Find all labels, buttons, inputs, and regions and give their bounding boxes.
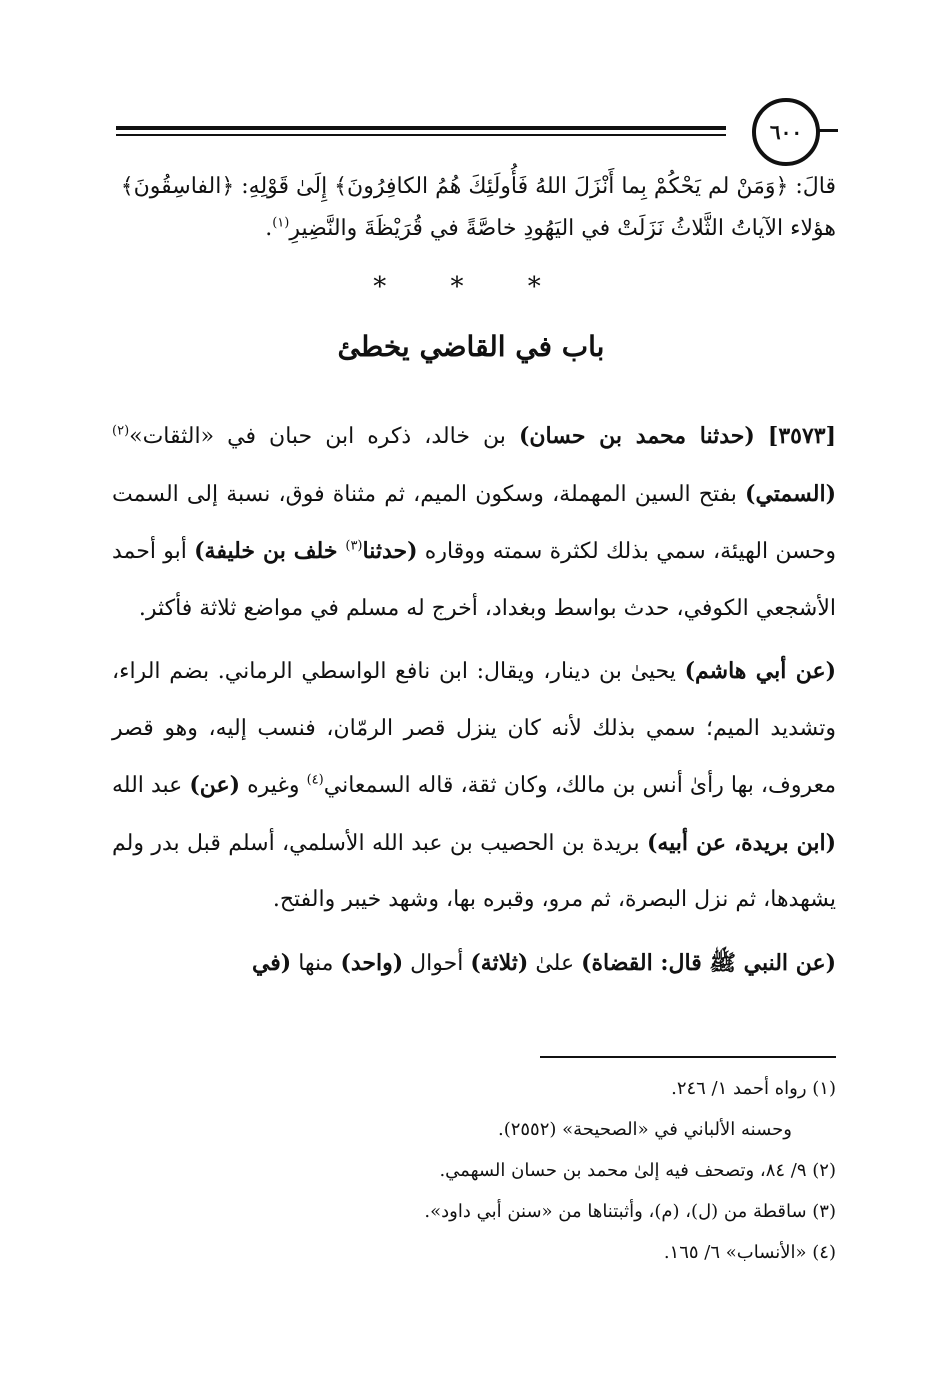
footnote-ref-1: (١) (272, 215, 290, 231)
p3-text-3: منها (291, 950, 341, 976)
p2-bold-3: (ابن بريدة، عن أبيه) (646, 829, 836, 856)
header-rule-bottom (116, 134, 726, 136)
p3-text-1: علىٰ (528, 950, 582, 976)
p2-bold-2: (عن) (189, 772, 241, 798)
p1-text-3: أبو أحمد الأشجعي الكوفي، حدث بواسط وبغداد، أخرج له مسلم في مواضع ثلاثة فأكثر. (112, 539, 836, 621)
footnote-2: (٢) ٩/ ٨٤، وتصحف فيه إلىٰ محمد بن حسان السهمي. (439, 1160, 836, 1181)
footnote-4: (٤) «الأنساب» ٦/ ١٦٥. (663, 1242, 836, 1263)
p3-text-2: أحوال (403, 950, 471, 976)
quran-passage (112, 166, 836, 250)
quran-line-1: قالَ: ﴿وَمَنْ لم يَحْكُمْ بِما أَنْزَلَ اللهُ فَأُولَئِكَ هُمُ الكافِرُونَ﴾ إِلَىٰ قَوْلِهِ: ﴿الفاسِقُونَ﴾ (120, 174, 836, 199)
p2-text-3: عبد الله (112, 773, 190, 798)
p1-bold-4: خلف بن خليفة) (194, 538, 346, 564)
section-separator: * * * (373, 272, 569, 302)
footnote-1-continued: وحسنه الألباني في «الصحيحة» (٢٥٥٢). (497, 1119, 792, 1140)
header-rule-top (116, 126, 726, 130)
footnote-ref-4: (٤) (306, 772, 324, 788)
p1-text-2: بفتح السين المهملة، وسكون الميم، ثم مثناة فوق، نسبة إلى السمت وحسن الهيئة، سمي بذلك لكثرة سمته ووقاره (112, 481, 836, 564)
footnote-1: (١) رواه أحمد ١/ ٢٤٦. (671, 1078, 836, 1099)
p2-bold-1: (عن أبي هاشم) (684, 658, 836, 684)
p3-bold-2: (ثلاثة) (470, 949, 529, 976)
p1-text-1: بن خالد، ذكره ابن حبان في «الثقات» (129, 424, 519, 449)
footnote-separator (540, 1056, 836, 1058)
paragraph-1 (112, 408, 836, 637)
footnote-ref-2: (٢) (112, 423, 130, 439)
p2-text-1: يحيىٰ بن دينار، ويقال: ابن نافع الواسطي الرماني. بضم الراء، وتشديد الميم؛ سمي بذلك لأنه كان ينزل قصر الرمّان، فنسب إليه، وهو قصر معروف، بها رأىٰ أنس بن مالك، وكان ثقة، قاله السمعاني (112, 659, 837, 798)
footnotes (112, 1068, 836, 1273)
p3-bold-3: (واحد) (340, 949, 404, 976)
p2-text-4: بريدة بن الحصيب بن عبد الله الأسلمي، أسلم قبل بدر ولم يشهدها، ثم نزل البصرة، ثم مرو، وقبره بها، وشهد خيبر والفتح. (112, 830, 836, 912)
quran-line-2-end: . (265, 216, 273, 241)
quran-line-2-text: هؤلاء الآياتُ الثَّلاثُ نَزَلَتْ في اليَهُودِ خاصَّةً في قُرَيْظَةَ والنَّضِيرِ (289, 216, 836, 241)
paragraph-2 (112, 643, 836, 929)
p1-bold-3: (حدثنا (362, 538, 418, 564)
p1-bold-2: (السمتي) (745, 480, 836, 507)
chapter-title: باب في القاضي يخطئ (337, 330, 605, 363)
footnote-3: (٣) ساقطة من (ل)، (م)، وأثبتناها من «سنن أبي داود». (424, 1201, 836, 1222)
main-text (112, 408, 836, 998)
p2-text-2: وغيره (240, 773, 307, 798)
quran-line-2 (112, 208, 836, 250)
footnote-ref-3: (٣) (345, 538, 363, 554)
paragraph-3 (112, 935, 836, 993)
p1-bold-1: (حدثنا محمد بن حسان) (518, 423, 755, 449)
page-header (116, 96, 838, 166)
p3-bold-4: (في (251, 949, 292, 976)
page-number: ٦٠٠ (752, 98, 820, 166)
p3-bold-1: (عن النبي ﷺ قال: القضاة) (581, 949, 836, 976)
hadith-number: [٣٥٧٣] (767, 423, 836, 449)
